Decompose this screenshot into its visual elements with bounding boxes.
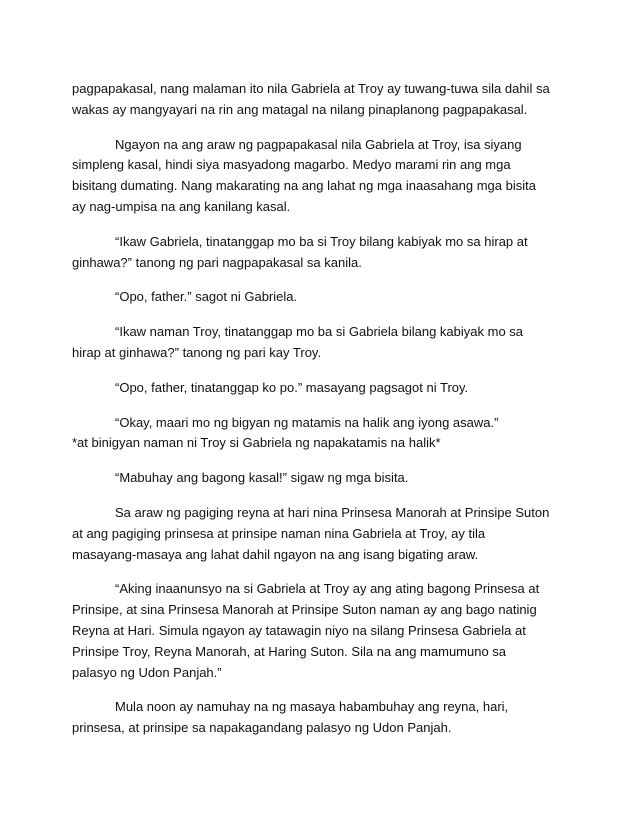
text-line: simpleng kasal, hindi siya masyadong magarbo. Medyo marami rin ang mga — [72, 157, 511, 173]
text-line: Reyna at Hari. Simula ngayon ay tatawagin niyo na silang Prinsesa Gabriela at — [72, 622, 526, 638]
text-line: “Okay, maari mo ng bigyan ng matamis na halik ang iyong asawa.” — [115, 414, 499, 430]
paragraph — [72, 232, 566, 274]
text-line: palasyo ng Udon Panjah.” — [72, 664, 222, 680]
paragraph — [72, 378, 566, 399]
document-body — [72, 79, 566, 739]
text-line: “Opo, father.” sagot ni Gabriela. — [115, 289, 298, 305]
paragraph — [72, 503, 566, 565]
paragraph — [72, 79, 566, 121]
text-line: pagpapakasal, nang malaman ito nila Gabriela at Troy ay tuwang-tuwa sila dahil sa — [72, 81, 550, 96]
paragraph — [72, 697, 566, 739]
text-line: Mula noon ay namuhay na ng masaya habambuhay ang reyna, hari, — [115, 699, 509, 715]
text-line: bisitang dumating. Nang makarating na ang lahat ng mga inaasahang mga bisita — [72, 178, 536, 194]
text-line: “Ikaw Gabriela, tinatanggap mo ba si Troy bilang kabiyak mo sa hirap at — [115, 233, 528, 249]
paragraph — [72, 287, 566, 308]
paragraph — [72, 579, 566, 683]
text-line: wakas ay mangyayari na rin ang matagal na nilang pinaplanong pagpapakasal. — [72, 101, 528, 117]
text-line: “Ikaw naman Troy, tinatanggap mo ba si Gabriela bilang kabiyak mo sa — [115, 324, 524, 340]
text-line: Prinsipe Troy, Reyna Manorah, at Haring Suton. Sila na ang mamumuno sa — [72, 643, 507, 659]
text-line: masayang-masaya ang lahat dahil ngayon na ang isang bigating araw. — [72, 546, 479, 562]
text-line: “Aking inaanunsyo na si Gabriela at Troy ay ang ating bagong Prinsesa at — [115, 581, 540, 597]
text-line: Ngayon na ang araw ng pagpapakasal nila Gabriela at Troy, isa siyang — [115, 136, 522, 152]
text-line: Prinsipe, at sina Prinsesa Manorah at Prinsipe Suton naman ay ang bago natinig — [72, 602, 537, 618]
text-line: prinsesa, at prinsipe sa napakagandang palasyo ng Udon Panjah. — [72, 720, 452, 736]
text-line: “Opo, father, tinatanggap ko po.” masayang pagsagot ni Troy. — [115, 379, 469, 395]
paragraph — [72, 322, 566, 364]
paragraph — [72, 468, 566, 489]
text-line: ginhawa?” tanong ng pari nagpapakasal sa kanila. — [72, 254, 362, 270]
text-line: “Mabuhay ang bagong kasal!” sigaw ng mga bisita. — [115, 470, 409, 486]
text-line: hirap at ginhawa?” tanong ng pari kay Troy. — [72, 344, 322, 360]
text-line: *at binigyan naman ni Troy si Gabriela ng napakatamis na halik* — [72, 435, 441, 451]
text-line: at ang pagiging prinsesa at prinsipe naman nina Gabriela at Troy, ay tila — [72, 525, 486, 541]
text-line: Sa araw ng pagiging reyna at hari nina Prinsesa Manorah at Prinsipe Suton — [115, 504, 550, 520]
paragraph — [72, 135, 566, 218]
text-line: ay nag-umpisa na ang kanilang kasal. — [72, 198, 291, 214]
paragraph — [72, 413, 566, 455]
